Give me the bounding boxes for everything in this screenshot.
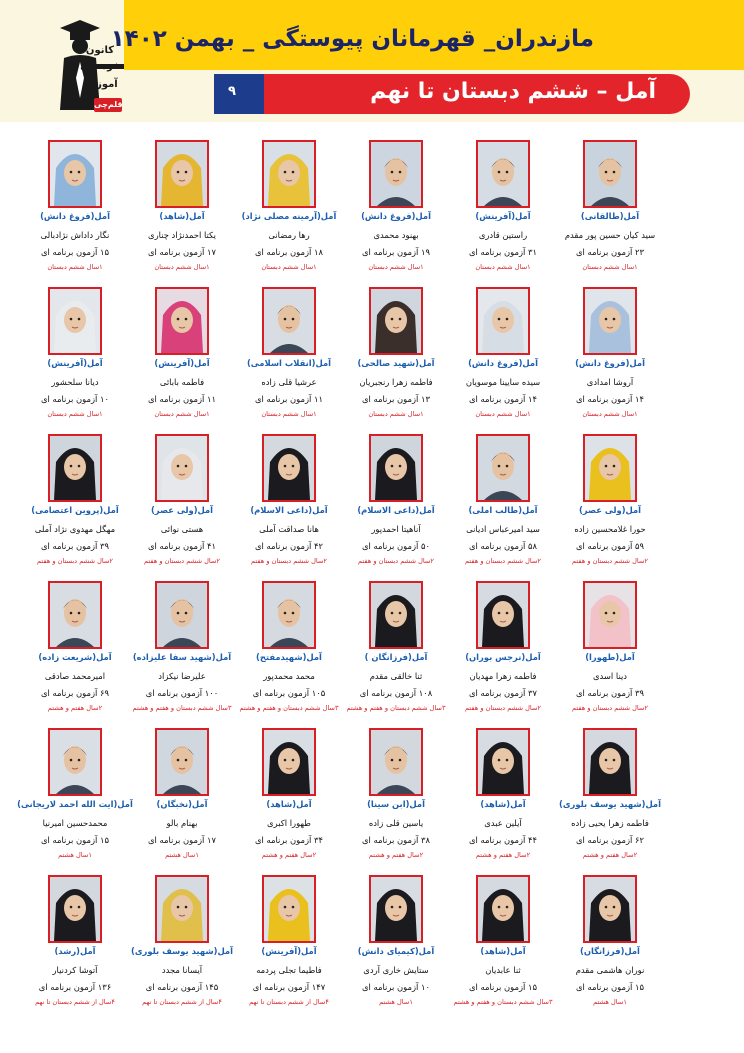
student-name: فاطمه زهرا رنجبریان: [359, 377, 433, 387]
student-card: [447, 137, 559, 283]
student-exam-count: ۱۵ آزمون برنامه ای: [40, 247, 109, 257]
student-school: آمل(طالب املی): [468, 505, 538, 515]
student-photo: [155, 287, 209, 355]
student-photo: [369, 875, 423, 943]
student-photo: [583, 434, 637, 502]
student-name: دینا اسدی: [592, 671, 628, 681]
student-school: آمل(انقلاب اسلامی): [246, 358, 332, 368]
student-school: آمل(شهید یوسف بلوری): [131, 946, 233, 956]
student-exam-count: ۴۴ آزمون برنامه ای: [468, 835, 537, 845]
student-exam-count: ۱۴ آزمون برنامه ای: [468, 394, 537, 404]
portrait-icon: [50, 730, 100, 794]
student-name: حورا غلامحسین زاده: [574, 524, 646, 534]
student-exam-count: ۵۹ آزمون برنامه ای: [575, 541, 644, 551]
student-years: ۲سال هفتم و هشتم: [261, 851, 317, 859]
student-years: ۲سال ششم دبستان و هفتم: [572, 557, 648, 565]
portrait-icon: [264, 730, 314, 794]
student-years: ۲سال هفتم و هشتم: [475, 851, 531, 859]
student-card: [19, 431, 131, 577]
student-photo: [583, 140, 637, 208]
student-school: آمل(ولی عصر): [578, 505, 642, 515]
page-subtitle: آمل – ششم دبستان تا نهم: [370, 79, 656, 104]
student-name: ثنا عابدیان: [485, 965, 521, 975]
student-exam-count: ۱۰۸ آزمون برنامه ای: [359, 688, 433, 698]
student-years: ۱سال ششم دبستان: [368, 263, 424, 271]
portrait-icon: [157, 877, 207, 941]
student-card: [554, 431, 666, 577]
student-card: [340, 578, 452, 724]
student-photo: [155, 434, 209, 502]
student-name: هانا صداقت آملی: [259, 524, 319, 534]
student-photo: [369, 581, 423, 649]
student-photo: [48, 434, 102, 502]
student-card: [126, 431, 238, 577]
student-exam-count: ۵۸ آزمون برنامه ای: [468, 541, 537, 551]
student-exam-count: ۱۴ آزمون برنامه ای: [575, 394, 644, 404]
student-years: ۲سال ششم دبستان و هفتم: [358, 557, 434, 565]
student-years: ۲سال ششم دبستان و هفتم: [572, 704, 648, 712]
student-exam-count: ۵۰ آزمون برنامه ای: [361, 541, 430, 551]
portrait-icon: [478, 289, 528, 353]
student-school: آمل(فروغ دانش): [575, 358, 645, 368]
student-exam-count: ۱۵ آزمون برنامه ای: [468, 982, 537, 992]
student-school: آمل(شهید صالحی): [357, 358, 435, 368]
student-exam-count: ۱۴۵ آزمون برنامه ای: [145, 982, 219, 992]
student-card: [19, 137, 131, 283]
student-school: آمل(نخبگان): [156, 799, 208, 809]
student-photo: [476, 287, 530, 355]
student-exam-count: ۴۲ آزمون برنامه ای: [254, 541, 323, 551]
student-name: یاسین قلی زاده: [368, 818, 424, 828]
student-exam-count: ۱۰۵ آزمون برنامه ای: [252, 688, 326, 698]
student-exam-count: ۱۷ آزمون برنامه ای: [147, 835, 216, 845]
logo-line-3: آموزش: [82, 79, 118, 90]
student-card: [340, 431, 452, 577]
student-name: هستی نوائی: [160, 524, 204, 534]
student-card: [19, 872, 131, 1018]
student-photo: [48, 140, 102, 208]
student-photo: [262, 728, 316, 796]
student-school: آمل(ولی عصر): [150, 505, 214, 515]
student-name: نوران هاشمی مقدم: [575, 965, 645, 975]
student-name: آناهیتا احمدپور: [371, 524, 421, 534]
student-name: بهنود محمدی: [373, 230, 419, 240]
student-years: ۱سال ششم دبستان: [154, 263, 210, 271]
portrait-icon: [50, 289, 100, 353]
student-years: ۲سال ششم دبستان و هفتم: [251, 557, 327, 565]
student-name: امیرمحمد صادقی: [44, 671, 106, 681]
page-header: [0, 0, 744, 122]
student-photo: [48, 287, 102, 355]
student-school: آمل(شهیدمفتح): [256, 652, 322, 662]
student-name: ثنا خالقی مقدم: [369, 671, 423, 681]
student-exam-count: ۴۱ آزمون برنامه ای: [147, 541, 216, 551]
student-school: آمل(شاهد): [159, 211, 205, 221]
student-exam-count: ۶۲ آزمون برنامه ای: [575, 835, 644, 845]
student-card: [340, 872, 452, 1018]
student-name: فاطمه زهرا مهدیان: [469, 671, 537, 681]
student-school: آمل(پروین اعتصامی): [31, 505, 119, 515]
student-card: [447, 872, 559, 1018]
student-school: آمل(فروغ دانش): [361, 211, 431, 221]
student-exam-count: ۳۸ آزمون برنامه ای: [361, 835, 430, 845]
student-photo: [155, 581, 209, 649]
portrait-icon: [264, 289, 314, 353]
portrait-icon: [585, 289, 635, 353]
student-years: ۱سال هشتم: [58, 851, 92, 859]
student-school: آمل(داعی الاسلام): [250, 505, 328, 515]
student-years: ۱سال ششم دبستان: [368, 410, 424, 418]
student-years: ۱سال هشتم: [165, 851, 199, 859]
portrait-icon: [157, 436, 207, 500]
student-school: آمل(ایت الله احمد لاریجانی): [17, 799, 133, 809]
student-school: آمل(شاهد): [266, 799, 312, 809]
student-photo: [262, 140, 316, 208]
portrait-icon: [50, 877, 100, 941]
portrait-icon: [50, 142, 100, 206]
student-name: دیانا سلحشور: [51, 377, 99, 387]
portrait-icon: [50, 583, 100, 647]
student-school: آمل(شاهد): [480, 946, 526, 956]
student-name: راستین قادری: [478, 230, 528, 240]
student-exam-count: ۱۵ آزمون برنامه ای: [575, 982, 644, 992]
student-photo: [48, 728, 102, 796]
student-card: [554, 725, 666, 871]
student-years: ۳سال ششم دبستان و هفتم و هشتم: [346, 704, 446, 712]
portrait-icon: [585, 436, 635, 500]
student-school: آمل(آفرینش): [154, 358, 210, 368]
student-photo: [369, 434, 423, 502]
portrait-icon: [585, 877, 635, 941]
student-years: ۱سال ششم دبستان: [47, 410, 103, 418]
student-years: ۱سال ششم دبستان: [475, 263, 531, 271]
student-exam-count: ۱۵ آزمون برنامه ای: [40, 835, 109, 845]
student-card: [554, 872, 666, 1018]
student-years: ۱سال هشتم: [593, 998, 627, 1006]
student-card: [233, 137, 345, 283]
student-school: آمل(رشد): [54, 946, 96, 956]
student-school: آمل(فرزانگان): [580, 946, 640, 956]
student-name: مهگل مهدوی نژاد آملی: [34, 524, 116, 534]
student-card: [19, 578, 131, 724]
student-years: ۱سال ششم دبستان: [582, 263, 638, 271]
student-card: [126, 872, 238, 1018]
student-years: ۳سال ششم دبستان و هفتم و هشتم: [453, 998, 553, 1006]
student-photo: [262, 581, 316, 649]
student-years: ۲سال هفتم و هشتم: [368, 851, 424, 859]
student-card: [233, 284, 345, 430]
student-exam-count: ۱۰ آزمون برنامه ای: [361, 982, 430, 992]
student-card: [126, 725, 238, 871]
student-name: سید امیرعباس ادیانی: [466, 524, 540, 534]
student-photo: [155, 875, 209, 943]
student-school: آمل(طالقانی): [580, 211, 640, 221]
student-exam-count: ۱۰ آزمون برنامه ای: [40, 394, 109, 404]
logo-badge: قلم‌چی: [94, 98, 122, 112]
student-exam-count: ۱۱ آزمون برنامه ای: [147, 394, 216, 404]
students-grid: [16, 137, 730, 1017]
student-school: آمل(آفرینش): [261, 946, 317, 956]
student-name: بهنام بالو: [166, 818, 198, 828]
student-card: [233, 431, 345, 577]
student-exam-count: ۱۳ آزمون برنامه ای: [361, 394, 430, 404]
student-name: سیده سایینا موسویان: [465, 377, 541, 387]
student-photo: [583, 728, 637, 796]
student-photo: [48, 875, 102, 943]
student-name: فاطمه زهرا یحیی زاده: [571, 818, 649, 828]
student-card: [554, 284, 666, 430]
portrait-icon: [371, 730, 421, 794]
student-name: طهورا اکبری: [267, 818, 311, 828]
portrait-icon: [264, 877, 314, 941]
student-photo: [583, 875, 637, 943]
portrait-icon: [264, 583, 314, 647]
student-exam-count: ۱۹ آزمون برنامه ای: [361, 247, 430, 257]
portrait-icon: [478, 583, 528, 647]
student-card: [19, 284, 131, 430]
portrait-icon: [371, 436, 421, 500]
portrait-icon: [264, 142, 314, 206]
student-card: [340, 725, 452, 871]
student-years: ۴سال از ششم دبستان تا نهم: [142, 998, 222, 1006]
student-school: آمل(آفرینش): [475, 211, 531, 221]
portrait-icon: [157, 730, 207, 794]
student-years: ۱سال ششم دبستان: [475, 410, 531, 418]
student-name: عرشیا قلی زاده: [261, 377, 317, 387]
student-school: آمل(طهورا): [585, 652, 635, 662]
student-name: آروشا امدادی: [586, 377, 634, 387]
portrait-icon: [371, 583, 421, 647]
student-name: سید کیان حسین پور مقدم: [564, 230, 656, 240]
student-card: [126, 578, 238, 724]
student-photo: [262, 434, 316, 502]
student-name: نگار داداش نژادبالی: [40, 230, 110, 240]
student-name: محمد محمدپور: [263, 671, 315, 681]
student-card: [447, 578, 559, 724]
student-school: آمل(شریعت زاده): [38, 652, 112, 662]
portrait-icon: [157, 142, 207, 206]
portrait-icon: [371, 289, 421, 353]
portrait-icon: [585, 583, 635, 647]
portrait-icon: [157, 289, 207, 353]
student-years: ۴سال از ششم دبستان تا نهم: [249, 998, 329, 1006]
portrait-icon: [371, 142, 421, 206]
student-photo: [476, 581, 530, 649]
portrait-icon: [585, 730, 635, 794]
student-card: [447, 431, 559, 577]
student-card: [233, 725, 345, 871]
portrait-icon: [478, 142, 528, 206]
portrait-icon: [478, 877, 528, 941]
student-exam-count: ۲۳ آزمون برنامه ای: [575, 247, 644, 257]
portrait-icon: [50, 436, 100, 500]
portrait-icon: [478, 436, 528, 500]
student-photo: [476, 728, 530, 796]
student-name: فاطیما تجلی پردمه: [256, 965, 322, 975]
student-photo: [155, 728, 209, 796]
student-photo: [369, 140, 423, 208]
student-years: ۱سال ششم دبستان: [582, 410, 638, 418]
logo-line-1: کانون: [85, 45, 115, 56]
student-years: ۱سال ششم دبستان: [47, 263, 103, 271]
student-years: ۱سال ششم دبستان: [154, 410, 210, 418]
page-number: ۹: [228, 84, 236, 99]
student-exam-count: ۱۱ آزمون برنامه ای: [254, 394, 323, 404]
student-school: آمل(آرمینه مصلی نژاد): [241, 211, 337, 221]
student-name: محمدحسین امیرنیا: [42, 818, 108, 828]
student-exam-count: ۳۴ آزمون برنامه ای: [254, 835, 323, 845]
student-school: آمل(کیمیای دانش): [357, 946, 435, 956]
logo-line-2: فرهنگی: [80, 61, 120, 72]
portrait-icon: [585, 142, 635, 206]
student-name: ستایش خاری آردی: [363, 965, 429, 975]
student-school: آمل(فروغ دانش): [468, 358, 538, 368]
student-years: ۳سال ششم دبستان و هفتم و هشتم: [239, 704, 339, 712]
student-photo: [476, 875, 530, 943]
student-years: ۳سال ششم دبستان و هفتم و هشتم: [132, 704, 232, 712]
student-photo: [476, 434, 530, 502]
student-photo: [48, 581, 102, 649]
student-school: آمل(فرزانگان ): [364, 652, 428, 662]
student-name: رها رمضانی: [268, 230, 310, 240]
student-name: آیلین عبدی: [484, 818, 522, 828]
student-card: [340, 137, 452, 283]
student-exam-count: ۳۱ آزمون برنامه ای: [468, 247, 537, 257]
student-school: آمل(شاهد): [480, 799, 526, 809]
student-exam-count: ۱۸ آزمون برنامه ای: [254, 247, 323, 257]
student-card: [447, 725, 559, 871]
student-name: آیسانا مجدد: [161, 965, 203, 975]
portrait-icon: [371, 877, 421, 941]
student-years: ۲سال ششم دبستان و هفتم: [37, 557, 113, 565]
student-photo: [262, 875, 316, 943]
student-exam-count: ۱۳۶ آزمون برنامه ای: [38, 982, 112, 992]
student-exam-count: ۱۰۰ آزمون برنامه ای: [145, 688, 219, 698]
student-name: فاطمه بابائی: [159, 377, 205, 387]
student-card: [233, 872, 345, 1018]
student-photo: [155, 140, 209, 208]
student-years: ۲سال ششم دبستان و هفتم: [465, 557, 541, 565]
student-name: یکتا احمدنژاد چناری: [148, 230, 216, 240]
student-years: ۲سال هفتم و هشتم: [582, 851, 638, 859]
student-school: آمل(شهید یوسف بلوری): [559, 799, 661, 809]
student-exam-count: ۶۹ آزمون برنامه ای: [40, 688, 109, 698]
student-name: علیرضا نیکزاد: [158, 671, 206, 681]
student-school: آمل(داعی الاسلام): [357, 505, 435, 515]
student-card: [447, 284, 559, 430]
student-years: ۲سال ششم دبستان و هفتم: [144, 557, 220, 565]
student-photo: [262, 287, 316, 355]
portrait-icon: [157, 583, 207, 647]
student-photo: [583, 287, 637, 355]
student-school: آمل(آفرینش): [47, 358, 103, 368]
student-school: آمل(نرجس بوران): [465, 652, 541, 662]
student-card: [19, 725, 131, 871]
student-photo: [583, 581, 637, 649]
student-photo: [369, 728, 423, 796]
student-school: آمل(شهید سفا علیزاده): [132, 652, 232, 662]
student-card: [554, 578, 666, 724]
student-years: ۴سال از ششم دبستان تا نهم: [35, 998, 115, 1006]
student-card: [126, 137, 238, 283]
student-name: آتوشا کردنیار: [52, 965, 98, 975]
student-card: [340, 284, 452, 430]
student-school: آمل(فروغ دانش): [40, 211, 110, 221]
student-years: ۱سال ششم دبستان: [261, 263, 317, 271]
student-card: [233, 578, 345, 724]
student-years: ۱سال هشتم: [379, 998, 413, 1006]
student-years: ۲سال ششم دبستان و هفتم: [465, 704, 541, 712]
student-photo: [476, 140, 530, 208]
student-card: [554, 137, 666, 283]
student-exam-count: ۱۷ آزمون برنامه ای: [147, 247, 216, 257]
student-card: [126, 284, 238, 430]
portrait-icon: [478, 730, 528, 794]
student-exam-count: ۳۹ آزمون برنامه ای: [40, 541, 109, 551]
student-photo: [369, 287, 423, 355]
student-exam-count: ۳۹ آزمون برنامه ای: [575, 688, 644, 698]
portrait-icon: [264, 436, 314, 500]
student-exam-count: ۱۴۷ آزمون برنامه ای: [252, 982, 326, 992]
student-years: ۱سال ششم دبستان: [261, 410, 317, 418]
student-years: ۲سال هفتم و هشتم: [47, 704, 103, 712]
student-exam-count: ۳۷ آزمون برنامه ای: [468, 688, 537, 698]
page-title: مازندران_ قهرمانان پیوستگی _ بهمن ۱۴۰۲: [110, 26, 594, 52]
student-school: آمل(ابن سینا): [367, 799, 425, 809]
